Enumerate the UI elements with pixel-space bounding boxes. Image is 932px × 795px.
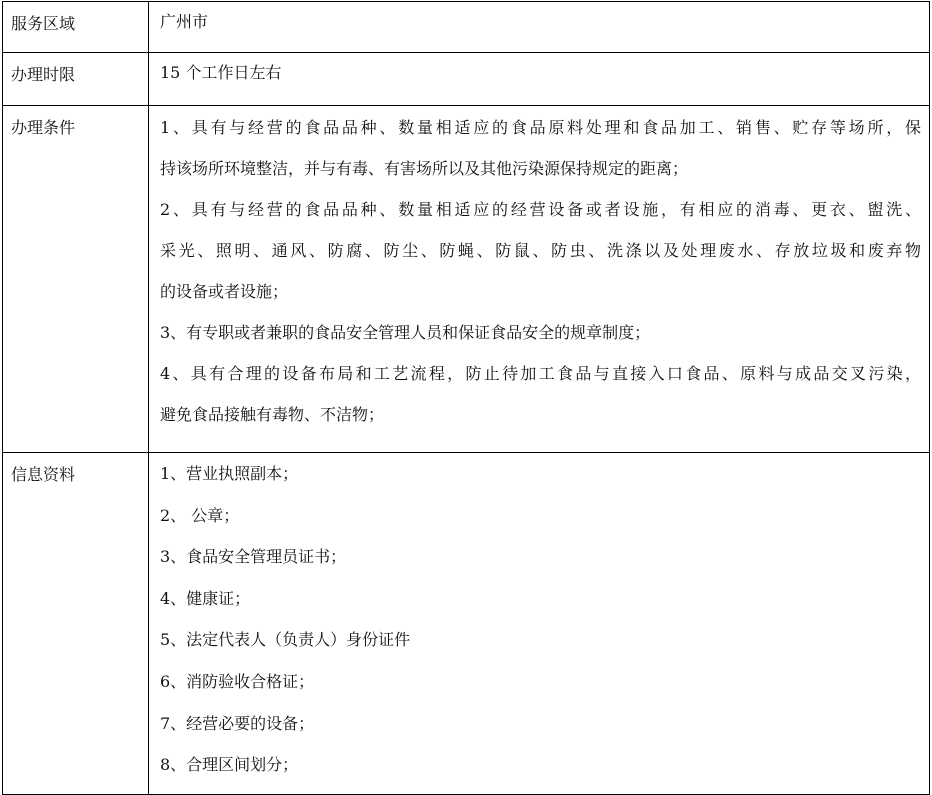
value-conditions — [149, 106, 930, 453]
row-documents — [3, 453, 930, 795]
document-item: 7、经营必要的设备； — [160, 713, 315, 733]
label-time-limit: 办理时限 — [3, 53, 149, 106]
row-service-area — [3, 2, 930, 53]
document-item: 1、营业执照副本； — [160, 464, 299, 483]
document-item: 4、健康证； — [160, 588, 251, 608]
condition-line: 4、具有合理的设备布局和工艺流程，防止待加工食品与直接入口食品、原料与成品交叉污染， — [160, 364, 921, 383]
condition-line: 采光、照明、通风、防腐、防尘、防蝇、防鼠、防虫、洗涤以及处理废水、存放垃圾和废弃物 — [160, 241, 921, 260]
label-documents: 信息资料 — [3, 453, 149, 795]
condition-line: 持该场所环境整洁，并与有毒、有害场所以及其他污染源保持规定的距离； — [160, 159, 689, 178]
condition-line: 避免食品接触有毒物、不洁物； — [160, 405, 385, 424]
document-item: 3、食品安全管理员证书； — [160, 547, 347, 567]
label-service-area: 服务区域 — [3, 2, 149, 53]
value-service-area — [149, 2, 930, 53]
row-time-limit — [3, 53, 930, 106]
condition-line: 2、具有与经营的食品品种、数量相适应的经营设备或者设施，有相应的消毒、更衣、盥洗、 — [160, 200, 921, 219]
document-item: 8、合理区间划分； — [160, 755, 299, 775]
row-conditions — [3, 106, 930, 453]
document-item: 6、消防验收合格证； — [160, 671, 315, 691]
document-item: 2、 公章； — [160, 505, 240, 525]
value-time-limit — [149, 53, 930, 106]
condition-line: 1、具有与经营的食品品种、数量相适应的食品原料处理和食品加工、销售、贮存等场所，保 — [160, 118, 921, 137]
label-conditions: 办理条件 — [3, 106, 149, 453]
service-info-table — [2, 1, 930, 795]
condition-line: 的设备或者设施； — [160, 282, 289, 301]
document-item: 5、法定代表人（负责人）身份证件 — [160, 630, 411, 650]
condition-line: 3、有专职或者兼职的食品安全管理人员和保证食品安全的规章制度； — [160, 323, 651, 342]
value-documents — [149, 453, 930, 795]
time-limit-text: 15 个工作日左右 — [160, 63, 282, 82]
service-area-text: 广州市 — [160, 12, 209, 31]
